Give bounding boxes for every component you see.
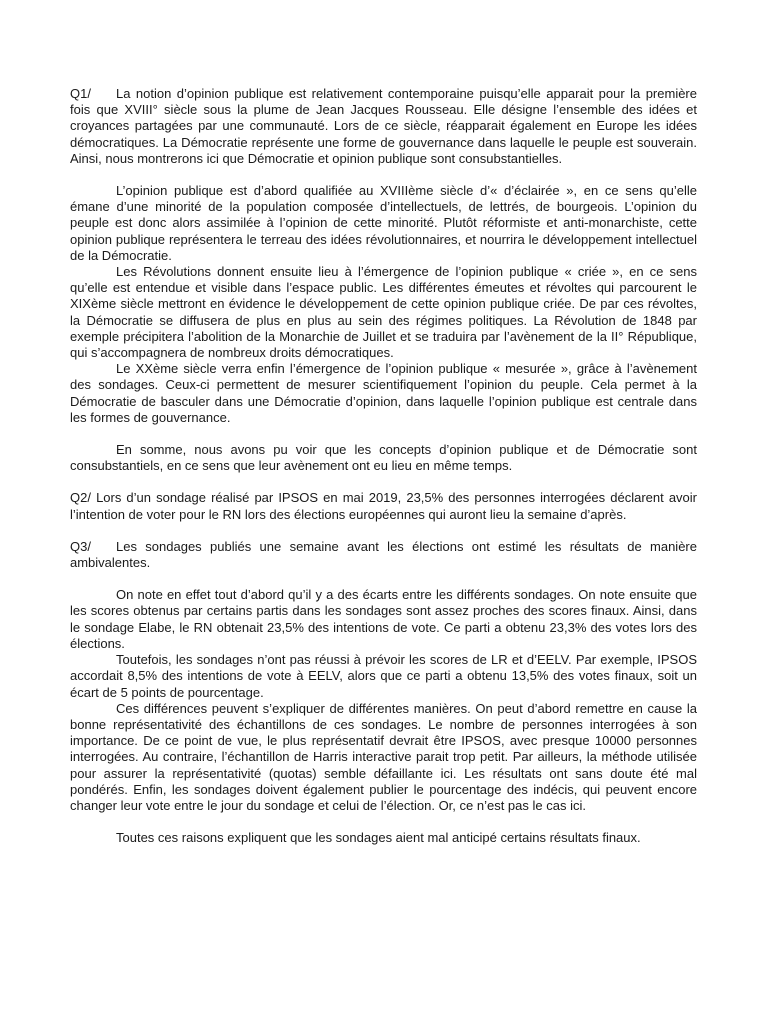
paragraph-gap	[70, 523, 697, 539]
q1-paragraph-3: Le XXème siècle verra enfin l’émergence de l’opinion publique « mesurée », grâce à l’avènement des sondages. Ceux-ci permettent de mesurer scientifiquement l’opinion du peuple. Cela permet à la Démocratie de basculer dans une Démocratie d’opinion, dans laquelle l’opinion publique est centrale dans les formes de gouvernance.	[70, 361, 697, 425]
q3-number: Q3/	[70, 538, 91, 554]
q2-paragraph	[70, 490, 697, 522]
q3-conclusion: Toutes ces raisons expliquent que les sondages aient mal anticipé certains résultats finaux.	[116, 830, 641, 846]
q2-text: Lors d’un sondage réalisé par IPSOS en mai 2019, 23,5% des personnes interrogées déclarent avoir l’intention de voter pour le RN lors des élections européennes qui auront lieu la semaine d’après.	[70, 490, 697, 522]
q1-intro-paragraph	[70, 86, 697, 167]
q2-number: Q2/	[70, 490, 91, 506]
q1-number: Q1/	[70, 86, 91, 101]
q1-paragraph-1: L’opinion publique est d’abord qualifiée au XVIIIème siècle d’« d’éclairée », en ce sens qu’elle émane d’une minorité de la population composée d’intellectuels, de lettrés, de bourgeois. L’opinion du peuple est donc alors assimilée à l’opinion de cette minorité. Plutôt réformiste et anti-monarchiste, cette opinion publique représentera le terreau des idées révolutionnaires, et nourrira le développement intellectuel de la Démocratie.	[70, 183, 697, 263]
q3-paragraph-3: Ces différences peuvent s’expliquer de différentes manières. On peut d’abord remettre en cause la bonne représentativité des échantillons de ces sondages. Le nombre de personnes interrogées à son importance. De ce point de vue, le plus représentatif devrait être IPSOS, avec presque 10000 personnes interrogées. Au contraire, l’échantillon de Harris interactive parait trop petit. Par ailleurs, la méthode utilisée pour assurer la représentativité (quotas) semble défaillante ici. Les résultats ont sans doute été mal pondérés. Enfin, les sondages doivent également publier le pourcentage des indécis, qui peuvent encore changer leur vote entre le jour du sondage et celui de l’élection. Or, ce n’est pas le cas ici.	[70, 700, 697, 813]
q3-intro-paragraph	[70, 539, 697, 571]
paragraph-gap	[70, 571, 697, 587]
paragraph-gap	[70, 474, 697, 490]
q3-intro-text: Les sondages publiés une semaine avant les élections ont estimé les résultats de manière ambivalentes.	[70, 538, 697, 571]
paragraph-gap	[70, 426, 697, 442]
q3-paragraph-1: On note en effet tout d’abord qu’il y a des écarts entre les différents sondages. On note ensuite que les scores obtenus par certains partis dans les sondages sont assez proches des scores finaux. Ainsi, dans le sondage Elabe, le RN obtenait 23,5% des intentions de vote. Ce parti a obtenu 23,3% des votes lors des élections.	[70, 587, 697, 651]
paragraph-gap	[70, 814, 697, 830]
q1-conclusion: En somme, nous avons pu voir que les concepts d’opinion publique et de Démocratie sont consubstantiels, en ce sens que leur avènement ont eu lieu en même temps.	[70, 442, 697, 474]
q3-paragraph-2: Toutefois, les sondages n’ont pas réussi à prévoir les scores de LR et d’EELV. Par exemple, IPSOS accordait 8,5% des intentions de vote à EELV, alors que ce parti a obtenu 13,5% des votes finaux, soit un écart de 5 points de pourcentage.	[70, 652, 697, 700]
paragraph-gap	[70, 167, 697, 183]
q1-intro-text: La notion d’opinion publique est relativement contemporaine puisqu’elle apparait pour la première fois que XVIII° siècle sous la plume de Jean Jacques Rousseau. Elle désigne l’ensemble des idées et croyances partagées par une communauté. Lors de ce siècle, réapparait également en Europe les idées démocratiques. La Démocratie représente une forme de gouvernance dans laquelle le peuple est souverain. Ainsi, nous montrerons ici que Démocratie et opinion publique sont consubstantielles.	[70, 86, 697, 166]
document-body	[70, 86, 697, 846]
q1-paragraph-2: Les Révolutions donnent ensuite lieu à l’émergence de l’opinion publique « criée », en ce sens qu’elle est entendue et visible dans l’espace public. Les différentes émeutes et révoltes qui parcourent le XIXème siècle mettront en évidence le développement de cette opinion publique criée. De par ces révoltes, la Démocratie se diffusera de plus en plus au sein des régimes politiques. La Révolution de 1848 par exemple précipitera l’abolition de la Monarchie de Juillet et se traduira par l’avènement de la II° République, qui s’accompagnera de nombreux droits démocratiques.	[70, 264, 697, 361]
